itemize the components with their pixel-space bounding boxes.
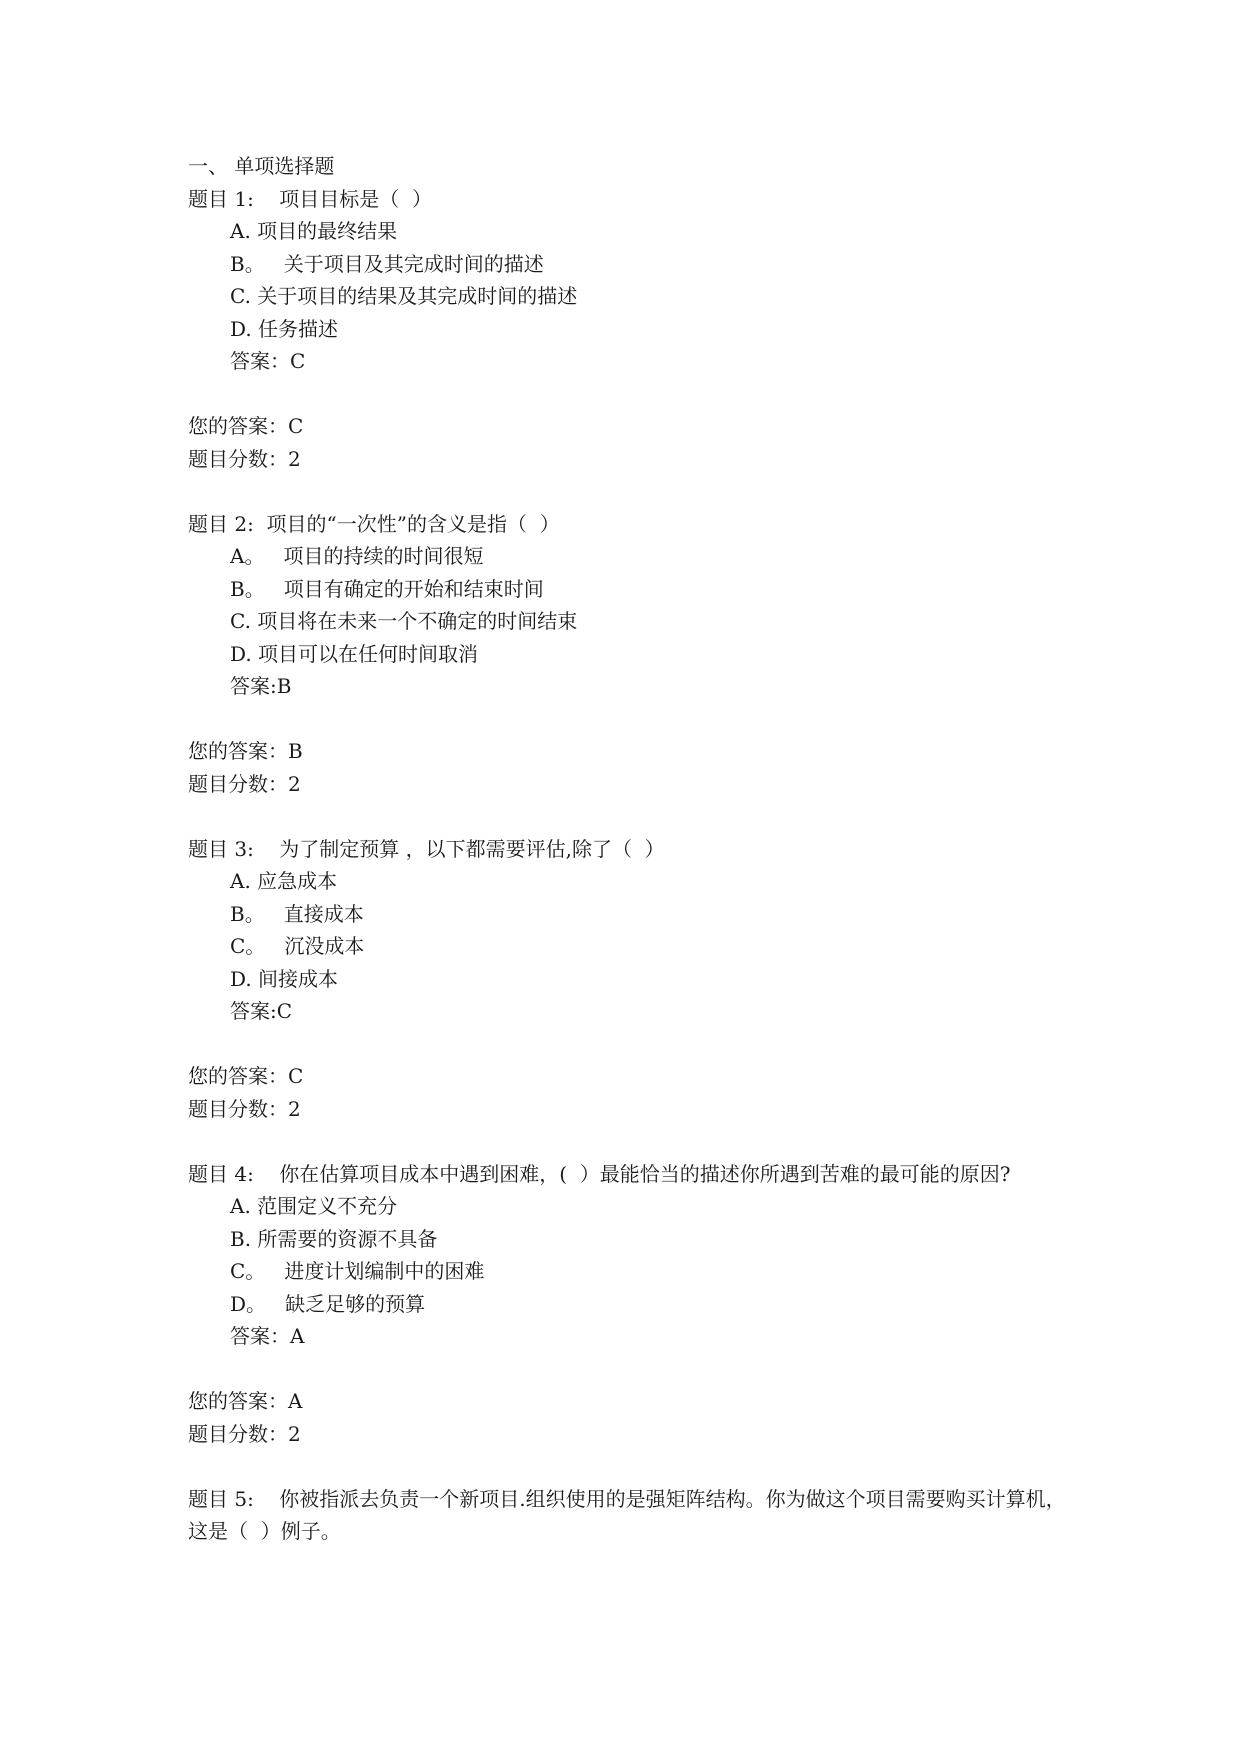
spacer — [188, 703, 1068, 736]
question-stem: 题目 3: 为了制定预算 ，以下都需要评估,除了（ ） — [188, 836, 665, 861]
question-score: 题目分数：2 — [188, 771, 301, 796]
spacer — [188, 1450, 1068, 1483]
option-a: A. 项目的最终结果 — [230, 219, 398, 243]
question-2 — [188, 508, 1068, 833]
your-answer: 您的答案：B — [188, 739, 303, 763]
spacer — [188, 800, 1068, 833]
option-c: C。 沉没成本 — [230, 934, 365, 958]
correct-answer: 答案：C — [230, 349, 306, 373]
option-a: A. 应急成本 — [230, 869, 338, 893]
spacer — [188, 1353, 1068, 1386]
question-stem: 题目 1: 项目目标是（ ） — [188, 186, 432, 211]
option-b: B。 项目有确定的开始和结束时间 — [230, 576, 544, 601]
correct-answer: 答案:C — [230, 999, 293, 1023]
spacer — [188, 1028, 1068, 1061]
option-d: D. 任务描述 — [230, 316, 339, 341]
question-score: 题目分数：2 — [188, 446, 301, 471]
spacer — [188, 378, 1068, 411]
your-answer: 您的答案：C — [188, 1064, 304, 1088]
option-d: D. 间接成本 — [230, 966, 339, 991]
option-c: C. 项目将在未来一个不确定的时间结束 — [230, 609, 578, 633]
question-5 — [188, 1483, 1068, 1548]
option-d: D. 项目可以在任何时间取消 — [230, 641, 479, 666]
spacer — [188, 475, 1068, 508]
correct-answer: 答案:B — [230, 674, 292, 698]
option-c: C. 关于项目的结果及其完成时间的描述 — [230, 284, 578, 308]
your-answer: 您的答案：A — [188, 1389, 303, 1413]
question-stem: 题目 4: 你在估算项目成本中遇到困难，( ）最能恰当的描述你所遇到苦难的最可能的原因? — [188, 1161, 1011, 1186]
question-score: 题目分数：2 — [188, 1096, 301, 1121]
option-c: C。 进度计划编制中的困难 — [230, 1259, 485, 1283]
option-b: B。 直接成本 — [230, 901, 364, 926]
option-b: B. 所需要的资源不具备 — [230, 1226, 438, 1251]
question-4 — [188, 1158, 1068, 1483]
your-answer: 您的答案：C — [188, 414, 304, 438]
question-stem: 题目 2: 项目的“一次性”的含义是指（ ） — [188, 511, 560, 536]
question-score: 题目分数：2 — [188, 1421, 301, 1446]
document-page — [188, 150, 1068, 1548]
correct-answer: 答案：A — [230, 1324, 305, 1348]
question-1 — [188, 183, 1068, 508]
option-a: A. 范围定义不充分 — [230, 1194, 398, 1218]
section-title: 一、 单项选择题 — [188, 154, 335, 178]
spacer — [188, 1125, 1068, 1158]
question-3 — [188, 833, 1068, 1158]
option-d: D。 缺乏足够的预算 — [230, 1291, 426, 1316]
question-stem: 题目 5: 你被指派去负责一个新项目.组织使用的是强矩阵结构。你为做这个项目需要购买计算机，这是（ ）例子。 — [188, 1486, 1066, 1543]
option-b: B。 关于项目及其完成时间的描述 — [230, 251, 544, 276]
option-a: A。 项目的持续的时间很短 — [230, 544, 484, 568]
